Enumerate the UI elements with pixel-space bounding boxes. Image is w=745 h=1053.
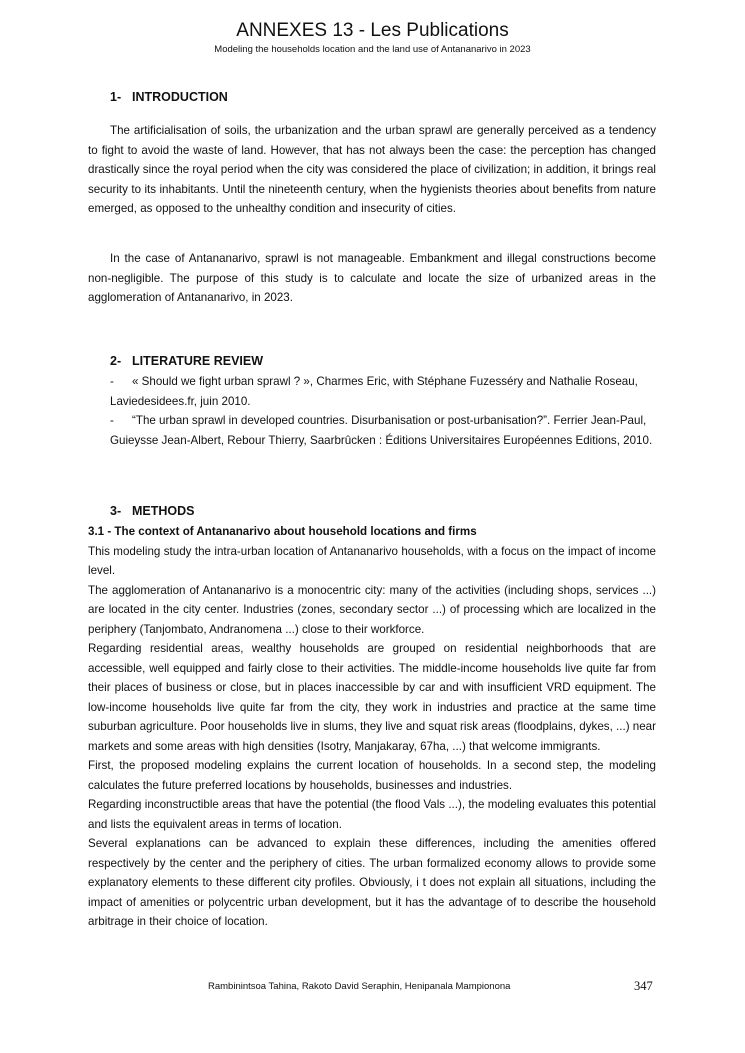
- reference-item: [88, 372, 656, 411]
- section-methods: [88, 502, 656, 522]
- list-bullet: -: [110, 375, 114, 388]
- footer-authors: Rambinintsoa Tahina, Rakoto David Seraphin, Henipanala Mampionona: [208, 981, 511, 992]
- paragraph: In the case of Antananarivo, sprawl is not manageable. Embankment and illegal constructions become non-negligible. The purpose of this study is to calculate and locate the size of urbanized areas in the agglomeration of Antananarivo, in 2023.: [88, 252, 656, 304]
- reference-list: [88, 372, 656, 450]
- section-number: 1-: [110, 90, 122, 104]
- intro-paragraph-1: [88, 121, 656, 219]
- reference-item: [88, 411, 656, 450]
- page-number: 347: [634, 979, 653, 993]
- paragraph: The artificialisation of soils, the urbanization and the urban sprawl are generally perceived as a tendency to fight to avoid the waste of land. However, that has not always been the case: the perception has changed drastically since the royal period when the city was considered the place of civilization; in addition, it brings real security to its inhabitants. Until the nineteenth century, when the hygienists theories about benefits from nature emerged, as opposed to the unhealthy condition and insecurity of cities.: [88, 124, 656, 215]
- section-introduction: [88, 88, 656, 108]
- paragraph: This modeling study the intra-urban location of Antananarivo households, with a focus on the impact of income level.: [88, 544, 656, 577]
- paragraph: Regarding inconstructible areas that have the potential (the flood Vals ...), the modeling evaluates this potential and lists the equivalent areas in terms of location.: [88, 798, 656, 831]
- section-title: LITERATURE REVIEW: [132, 354, 264, 368]
- section-title: METHODS: [132, 504, 195, 518]
- page-subtitle: Modeling the households location and the land use of Antananarivo in 2023: [214, 44, 531, 55]
- page-title: ANNEXES 13 - Les Publications: [236, 20, 509, 41]
- section-number: 2-: [110, 354, 122, 368]
- paragraph: Regarding residential areas, wealthy households are grouped on residential neighborhoods that are accessible, well equipped and fairly close to their activities. The middle-income households live quite far from their places of business or close, but in places inaccessible by car and with insufficient VRD equipment. The low-income households live quite far from the city, they work in industries and practice at the same time suburban agriculture. Poor households live in slums, they live and squat risk areas (floodplains, dykes, ...) near markets and some areas with high densities (Isotry, Manjakaray, 67ha, ...) that welcome immigrants.: [88, 642, 656, 753]
- reference-text: “The urban sprawl in developed countries. Disurbanisation or post-urbanisation?”. Ferrier Jean-Paul, Guieysse Jean-Albert, Rebour Thierry, Saarbrûcken : Éditions Universitaires Européennes Editions, 2010.: [110, 414, 653, 447]
- section-number: 3-: [110, 504, 122, 518]
- intro-paragraph-2: [88, 249, 656, 308]
- paragraph: The agglomeration of Antananarivo is a monocentric city: many of the activities (including shops, services ...) are located in the city center. Industries (zones, secondary sector ...) of processing which are localized in the periphery (Tanjombato, Andranomena ...) close to their workforce.: [88, 583, 656, 636]
- section-heading: [88, 352, 656, 372]
- section-heading: [88, 88, 656, 108]
- paragraph: First, the proposed modeling explains the current location of households. In a second step, the modeling calculates the future preferred locations by households, businesses and industries.: [88, 759, 656, 792]
- methods-body: [88, 522, 656, 932]
- section-literature-review: [88, 352, 656, 372]
- paragraph: Several explanations can be advanced to explain these differences, including the amenities offered respectively by the center and the periphery of cities. The urban formalized economy allows to provide some explanatory elements to these different city profiles. Obviously, i t does not explain all situations, including the impact of amenities or polycentric urban development, but it has the advantage of to describe the household arbitrage in their choice of location.: [88, 837, 656, 928]
- list-bullet: -: [110, 414, 114, 427]
- section-title: INTRODUCTION: [132, 90, 228, 104]
- subsection-heading: 3.1 - The context of Antananarivo about household locations and firms: [88, 525, 477, 538]
- reference-text: « Should we fight urban sprawl ? », Charmes Eric, with Stéphane Fuzesséry and Nathalie Roseau, Laviedesidees.fr, juin 2010.: [110, 375, 638, 408]
- section-heading: [88, 502, 656, 522]
